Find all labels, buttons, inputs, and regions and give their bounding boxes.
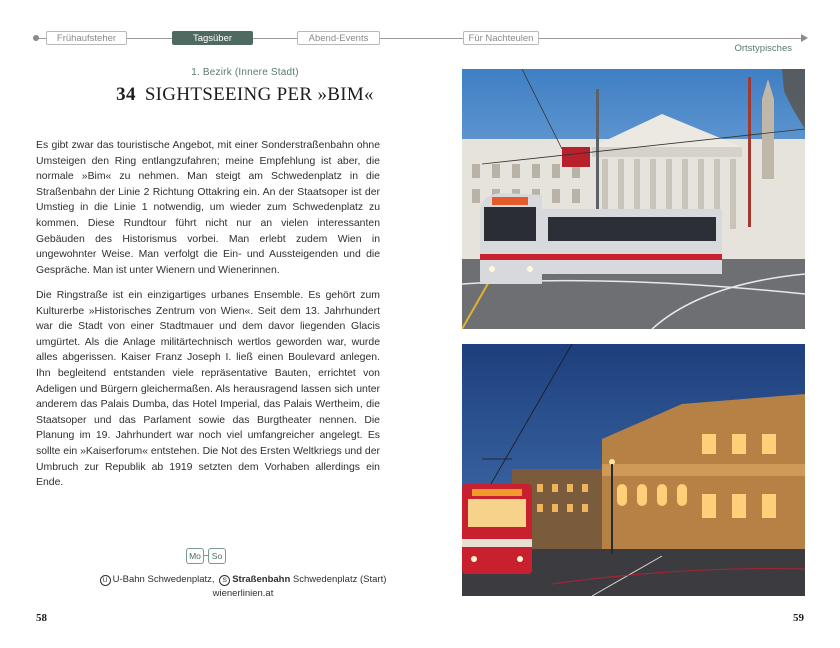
photo-tram-parliament-illustration [462, 69, 805, 329]
district-label: 1. Bezirk (Innere Stadt) [191, 67, 299, 78]
nav-tab-abend-events[interactable]: Abend-Events [297, 31, 380, 45]
nav-end-arrow-icon [801, 34, 808, 42]
body-paragraph-1: Es gibt zwar das touristische Angebot, mit einer Sonderstraßenbahn ohne Umsteigen den Ring entlangzufahren; meine Empfehlung ist aber, die normale »Bim« zu nehmen. Man steigt am Schwedenplatz in die Straßenbahn der Linie 2 Richtung Ottakring ein. An der Staatsoper ist der Umstieg in die Linie 1 notwendig, um wieder zum Schwedenplatz zu kommen. Diese Rundtour führt nicht nur an vielen interessanten Gebäuden des Historismus vorbei. Man erlebt zudem Wien in ungewohnter Weise. Man verfolgt die Ein- und Aussteigenden und die Gespräche. Man ist unter Wienern und Wienerinnen. [36, 140, 380, 276]
chapter-nav-line [36, 38, 804, 39]
category-label: Ortstypisches [734, 43, 792, 54]
entry-title: SIGHTSEEING PER »BIM« [144, 84, 374, 105]
day-end-badge: So [208, 548, 226, 564]
website-link[interactable]: wienerlinien.at [212, 588, 274, 599]
ubahn-icon: U [100, 575, 111, 586]
tram-icon: S [219, 575, 230, 586]
tram-label: Straßenbahn [232, 574, 291, 585]
body-paragraph-2: Die Ringstraße ist ein einzigartiges urbanes Ensemble. Es gehört zum Kulturerbe »Historisches Zentrum von Wien«. Seit dem 13. Jahrhundert war die Stadt von einer Stadtmauer und dem davor liegenden Glacis umgürtet. Als die Anlage militärtechnisch wertlos geworden war, wurde alles abgerissen. Kaiser Franz Joseph I. ließ einen Boulevard anlegen. Ihn begleitend entstanden viele repräsentative Bauten, errichtet von Adeligen und Bürgern gleichermaßen. Als herausragend lassen sich unter anderem das Palais Dumba, das Hotel Imperial, das Palais Wertheim, die Staatsoper und das Parlament sowie das Burgtheater nennen. Die Planung im 19. Jahrhundert war noch viel umfangreicher angelegt. Es sollte ein »Kaiserforum« entstehen. Die Not des Ersten Weltkriegs und der Umbruch zur Republik ab 1919 setzten dem Vorhaben allerdings ein Ende. [36, 290, 380, 489]
ubahn-stop: Schwedenplatz, [147, 574, 215, 585]
nav-tab-fruehaufsteher[interactable]: Frühaufsteher [46, 31, 127, 45]
nav-tab-fuer-nachteulen[interactable]: Für Nachteulen [463, 31, 539, 45]
entry-number: 34 [116, 84, 136, 105]
nav-tab-tagsueber[interactable]: Tagsüber [172, 31, 253, 45]
photo-tram-opera-illustration [462, 344, 805, 596]
transport-info [36, 574, 450, 586]
tram-stop: Schwedenplatz (Start) [292, 574, 387, 585]
day-start-badge: Mo [186, 548, 204, 564]
photo-tram-parliament [462, 69, 805, 329]
ubahn-label: U-Bahn [112, 574, 145, 585]
photo-tram-opera [462, 344, 805, 596]
page-number-right: 59 [793, 612, 804, 624]
entry-heading [60, 84, 430, 106]
nav-start-dot [33, 35, 39, 41]
page-number-left: 58 [36, 612, 47, 624]
